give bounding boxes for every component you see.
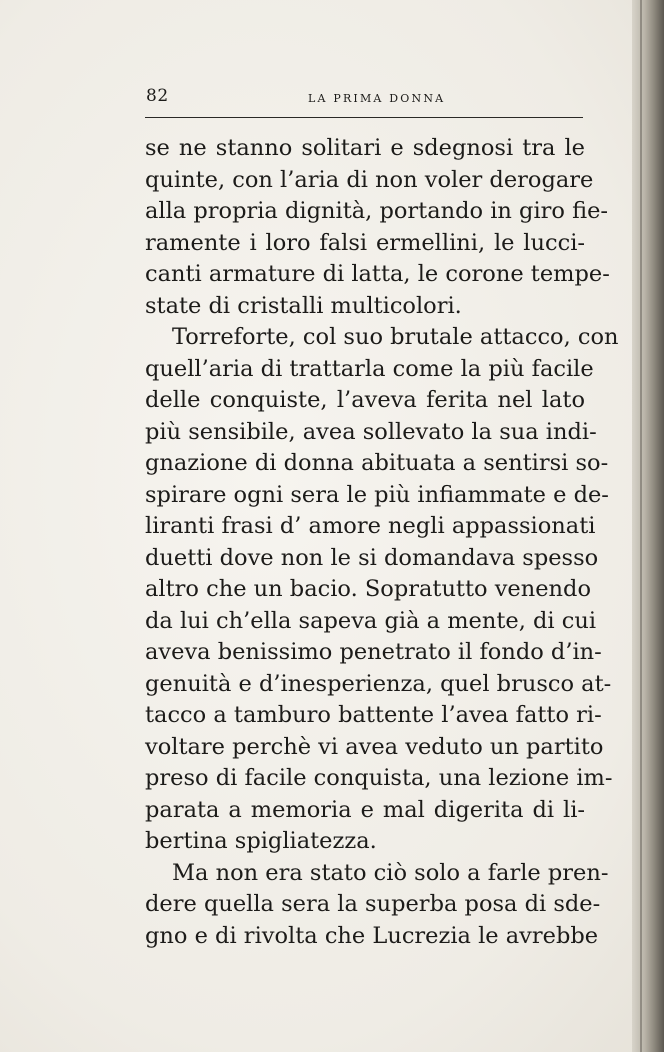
text-line: delle conquiste, l’aveva ferita nel lato — [145, 387, 585, 413]
text-line: gnazione di donna abituata a sentirsi so- — [145, 450, 609, 476]
text-line: quinte, con l’aria di non voler derogare — [145, 166, 594, 193]
text-line: canti armature di latta, le corone tempe- — [145, 261, 610, 287]
text-line: alla propria dignità, portando in giro fie- — [145, 198, 609, 224]
text-line: genuità e d’inesperienza, quel brusco at- — [145, 670, 612, 697]
text-line: spirare ogni sera le più infiammate e de- — [145, 481, 609, 508]
body-text — [145, 133, 619, 952]
text-line: dere quella sera la superba posa di sde- — [145, 891, 601, 917]
text-line: ramente i loro falsi ermellini, le lucci- — [145, 229, 585, 256]
text-line: tacco a tamburo battente l’avea fatto ri- — [145, 702, 602, 728]
page-number: 82 — [146, 86, 169, 106]
text-line: voltare perchè vi avea veduto un partito — [145, 733, 604, 760]
text-line: da lui ch’ella sapeva già a mente, di cui — [145, 607, 597, 634]
text-line: gno e di rivolta che Lucrezia le avrebbe — [145, 922, 599, 949]
page-edge-shadow — [632, 0, 664, 1052]
page-edge-line — [640, 0, 642, 1052]
header-rule — [145, 117, 583, 118]
text-line: preso di facile conquista, una lezione im- — [145, 765, 613, 791]
text-line: duetti dove non le si domandava spesso — [145, 544, 599, 571]
text-line: parata a memoria e mal digerita di li- — [145, 796, 585, 823]
text-line: liranti frasi d’ amore negli appassionati — [145, 513, 596, 539]
text-line: quell’aria di trattarla come la più facile — [145, 355, 594, 382]
text-line: altro che un bacio. Sopratutto venendo — [145, 576, 591, 602]
running-head-title: LA PRIMA DONNA — [308, 92, 446, 105]
text-line: state di cristalli multicolori. — [145, 292, 462, 319]
text-line: se ne stanno solitari e sdegnosi tra le — [145, 135, 585, 161]
text-line: più sensibile, avea sollevato la sua indi- — [145, 418, 597, 445]
text-line: Ma non era stato ciò solo a farle pren- — [172, 859, 609, 886]
text-line: Torreforte, col suo brutale attacco, con — [172, 324, 619, 350]
text-line: aveva benissimo penetrato il fondo d’in- — [145, 639, 602, 665]
text-line: bertina spigliatezza. — [145, 828, 377, 854]
